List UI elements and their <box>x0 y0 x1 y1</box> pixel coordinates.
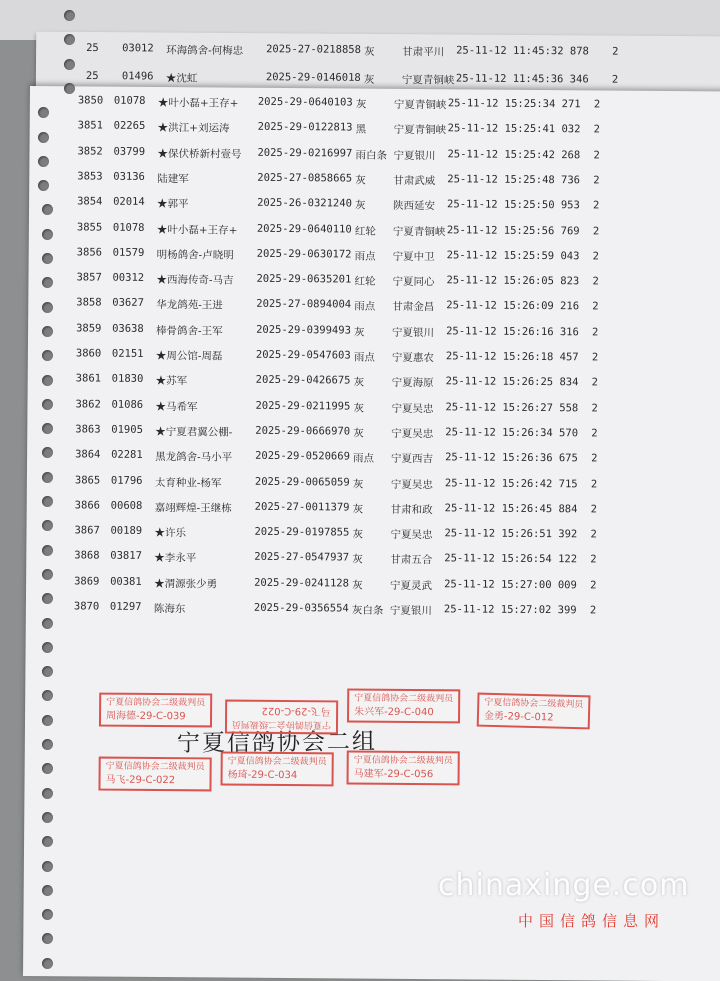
rank-cell: 3855 <box>76 220 103 234</box>
time-cell: 25-11-12 15:26:45 884 <box>444 502 578 516</box>
feed-hole <box>42 715 53 726</box>
time-cell: 25-11-12 11:45:36 346 <box>455 72 589 86</box>
feed-hole <box>42 302 53 313</box>
feed-hole <box>42 569 53 580</box>
rank-cell: 3866 <box>74 499 101 512</box>
tail-cell: 2 <box>593 149 600 162</box>
time-cell: 25-11-12 15:27:00 009 <box>444 577 577 591</box>
name-cell: ★洪江+刘运涛 <box>157 122 230 135</box>
rank-cell: 25 <box>86 41 99 55</box>
color-cell: 红轮 <box>354 225 376 238</box>
feed-hole <box>38 132 49 143</box>
color-cell: 灰 <box>352 579 363 592</box>
color-cell: 灰 <box>364 45 375 58</box>
region-cell: 宁夏银川 <box>389 604 432 618</box>
time-cell: 25-11-12 15:26:25 834 <box>445 375 579 389</box>
member-id-cell: 03012 <box>122 42 154 55</box>
rank-cell: 3863 <box>75 423 101 436</box>
region-cell: 宁夏青铜峡 <box>393 124 447 137</box>
time-cell: 25-11-12 15:26:34 570 <box>445 426 579 440</box>
color-cell: 灰 <box>353 376 365 389</box>
rank-cell: 3860 <box>75 347 102 360</box>
table-row <box>78 94 678 117</box>
name-cell: ★许乐 <box>154 527 187 540</box>
region-cell: 宁夏中卫 <box>392 250 435 263</box>
time-cell: 25-11-12 15:25:48 736 <box>447 173 581 187</box>
member-id-cell: 01078 <box>113 94 146 107</box>
color-cell: 灰 <box>352 478 364 491</box>
region-cell: 宁夏银川 <box>392 326 435 339</box>
table-row <box>77 196 677 219</box>
feed-hole <box>42 229 53 240</box>
ring-cell: 2025-29-0520669 <box>255 449 350 463</box>
color-cell: 黑 <box>355 123 367 136</box>
table-row <box>76 322 676 345</box>
region-cell: 宁夏吴忠 <box>391 402 434 415</box>
rank-cell: 3859 <box>76 322 102 335</box>
member-id-cell: 03817 <box>110 550 142 563</box>
rank-cell: 3862 <box>75 397 101 411</box>
table-row <box>76 271 676 294</box>
member-id-cell: 01796 <box>110 474 143 487</box>
tail-cell: 2 <box>593 98 601 111</box>
ring-cell: 2025-29-0211995 <box>255 399 351 413</box>
ring-cell: 2025-29-0146018 <box>265 71 361 84</box>
time-cell: 25-11-12 15:26:27 558 <box>445 400 579 414</box>
region-cell: 甘肃金昌 <box>392 301 435 314</box>
feed-hole <box>42 496 53 507</box>
color-cell: 雨白条 <box>355 149 388 162</box>
table-row <box>74 550 674 573</box>
region-cell: 宁夏青铜峡 <box>401 74 455 87</box>
member-id-cell: 02281 <box>111 448 143 462</box>
color-cell: 灰 <box>352 503 364 516</box>
time-cell: 25-11-12 15:26:51 392 <box>444 527 578 541</box>
ring-cell: 2025-29-0630172 <box>256 247 352 261</box>
tail-cell: 2 <box>612 45 619 58</box>
rank-cell: 3858 <box>76 296 102 309</box>
ring-cell: 2025-29-0666970 <box>255 424 351 438</box>
ring-cell: 2025-27-0218858 <box>266 43 361 56</box>
region-cell: 宁夏海原 <box>391 377 434 390</box>
ring-cell: 2025-29-0640110 <box>256 222 352 236</box>
name-cell: 陈海东 <box>153 602 186 616</box>
tail-cell: 2 <box>591 351 599 364</box>
ring-cell: 2025-29-0635201 <box>256 272 352 286</box>
time-cell: 25-11-12 15:25:41 032 <box>447 122 581 136</box>
color-cell: 雨点 <box>354 300 376 314</box>
rank-cell: 3850 <box>77 94 104 107</box>
ring-cell: 2025-29-0122813 <box>257 121 353 134</box>
ring-cell: 2025-29-0640103 <box>257 95 353 109</box>
feed-hole <box>42 326 53 337</box>
referee-stamp: 宁夏信鸽协会二级裁判员 周海德-29-C-039 <box>99 693 212 728</box>
rank-cell: 3861 <box>75 372 102 385</box>
color-cell: 灰 <box>354 326 365 339</box>
feed-hole <box>38 156 49 167</box>
member-id-cell: 03799 <box>113 145 146 158</box>
feed-hole <box>42 545 53 556</box>
table-row <box>75 499 675 522</box>
watermark-chinese: 中国信鸽信息网 <box>518 912 666 930</box>
region-cell: 宁夏青铜峡 <box>392 225 446 238</box>
feed-hole <box>42 253 53 264</box>
ring-cell: 2025-29-0356554 <box>253 601 349 615</box>
name-cell: 嘉翊辉煌-王继栋 <box>154 501 232 515</box>
color-cell: 红轮 <box>354 275 376 288</box>
ring-cell: 2025-27-0894004 <box>256 298 352 311</box>
feed-hole <box>42 885 53 896</box>
tail-cell: 2 <box>593 174 600 187</box>
name-cell: ★西海传奇-马吉 <box>156 274 234 287</box>
feed-hole <box>42 812 53 823</box>
table-row <box>75 398 675 421</box>
tail-cell: 2 <box>593 199 600 212</box>
ring-cell: 2025-29-0197855 <box>254 525 350 539</box>
member-id-cell: 01905 <box>111 423 143 436</box>
region-cell: 甘肃五合 <box>390 554 433 567</box>
color-cell: 灰 <box>353 402 365 415</box>
region-cell: 甘肃武威 <box>393 174 436 188</box>
referee-stamp: 宁夏信鸽协会二级裁判员 马飞-29-C-022 <box>98 757 211 792</box>
color-cell: 灰 <box>353 427 364 440</box>
table-row <box>78 120 678 143</box>
tail-cell: 2 <box>590 528 597 541</box>
region-cell: 宁夏吴忠 <box>390 478 433 491</box>
tail-cell: 2 <box>611 73 619 86</box>
member-id-cell: 00608 <box>110 499 143 512</box>
color-cell: 灰白条 <box>351 604 384 617</box>
tail-cell: 2 <box>590 503 598 516</box>
ring-cell: 2025-27-0858665 <box>257 171 353 185</box>
feed-hole <box>42 642 53 653</box>
feed-hole <box>42 618 53 629</box>
rank-cell: 25 <box>85 69 99 83</box>
color-cell: 灰 <box>352 528 364 541</box>
rank-cell: 3856 <box>76 246 103 259</box>
rank-cell: 3865 <box>74 473 101 487</box>
tail-cell: 2 <box>592 224 600 237</box>
tail-cell: 2 <box>590 477 598 490</box>
time-cell: 25-11-12 15:27:02 399 <box>443 603 577 617</box>
region-cell: 宁夏惠农 <box>391 351 434 365</box>
name-cell: ★李永平 <box>154 552 197 565</box>
referee-stamp: 宁夏信鸽协会二级裁判员 朱兴军-29-C-040 <box>347 689 460 724</box>
time-cell: 25-11-12 15:26:42 715 <box>444 476 578 490</box>
time-cell: 25-11-12 15:26:54 122 <box>444 552 578 566</box>
tail-cell: 2 <box>592 275 599 288</box>
feed-hole <box>64 10 75 21</box>
member-id-cell: 03136 <box>113 170 145 183</box>
color-cell: 雨点 <box>353 351 375 364</box>
member-id-cell: 01297 <box>109 600 142 613</box>
feed-hole <box>42 739 53 750</box>
feed-hole <box>42 472 53 483</box>
name-cell: ★渭源张少勇 <box>154 577 218 591</box>
feed-hole <box>64 59 75 70</box>
tail-cell: 2 <box>591 402 598 415</box>
color-cell: 灰 <box>363 73 375 86</box>
results-sheet <box>23 86 720 981</box>
table-row <box>76 297 676 320</box>
rank-cell: 3853 <box>77 170 103 183</box>
feed-hole <box>42 958 53 969</box>
time-cell: 25-11-12 15:26:18 457 <box>445 350 579 364</box>
color-cell: 灰 <box>355 174 366 187</box>
ring-cell: 2025-29-0216997 <box>257 146 353 160</box>
member-id-cell: 00381 <box>110 575 142 588</box>
table-row <box>75 423 675 446</box>
color-cell: 灰 <box>355 98 367 111</box>
tail-cell: 2 <box>592 326 599 339</box>
watermark-latin: chinaxinge.com <box>438 868 690 903</box>
name-cell: 棒骨鸽舍-王军 <box>156 324 223 338</box>
rank-cell: 3867 <box>74 524 100 537</box>
tail-cell: 2 <box>589 604 597 617</box>
rank-cell: 3864 <box>75 448 101 461</box>
region-cell: 宁夏吴忠 <box>391 427 434 441</box>
name-cell: 陆建军 <box>157 172 189 186</box>
table-row <box>74 524 674 547</box>
ring-cell: 2025-29-0547603 <box>255 348 351 362</box>
region-cell: 陕西延安 <box>393 200 436 213</box>
name-cell: ★周公馆-周磊 <box>155 349 223 363</box>
name-cell: ★叶小磊+王存+ <box>156 223 238 237</box>
time-cell: 25-11-12 15:26:05 823 <box>446 274 580 288</box>
tail-cell: 2 <box>591 427 598 440</box>
region-cell: 宁夏西吉 <box>391 453 434 466</box>
referee-stamp: 宁夏信鸽协会二级裁判员 马飞-29-C-022 <box>225 700 338 735</box>
table-row <box>74 575 674 598</box>
time-cell: 25-11-12 15:25:42 268 <box>447 147 581 161</box>
ring-cell: 2025-29-0426675 <box>255 374 351 387</box>
rank-cell: 3851 <box>77 119 104 132</box>
name-cell: ★郭平 <box>157 198 189 211</box>
table-row <box>76 347 676 370</box>
ring-cell: 2025-29-0241128 <box>254 576 349 590</box>
feed-hole <box>42 788 53 799</box>
table-row <box>74 600 674 623</box>
table-row <box>76 373 676 396</box>
region-cell: 甘肃平川 <box>402 46 445 59</box>
tractor-feed-holes <box>8 0 28 960</box>
ring-cell: 2025-29-0399493 <box>256 323 351 337</box>
feed-hole <box>64 83 75 94</box>
tail-cell: 2 <box>592 300 599 313</box>
name-cell: 华龙鸽苑-王进 <box>156 299 223 312</box>
name-cell: ★苏军 <box>155 375 188 388</box>
name-cell: ★保伏桥新村壹号 <box>157 147 242 161</box>
rank-cell: 3857 <box>76 271 102 284</box>
ring-cell: 2025-27-0547937 <box>254 551 350 564</box>
name-cell: ★沈虹 <box>165 72 198 85</box>
rank-cell: 3854 <box>77 195 103 208</box>
color-cell: 雨点 <box>354 250 376 263</box>
region-cell: 宁夏银川 <box>393 149 436 162</box>
time-cell: 25-11-12 15:26:09 216 <box>446 299 580 313</box>
name-cell: ★叶小磊+王存+ <box>157 97 239 110</box>
name-cell: 太育种业-杨军 <box>154 476 222 490</box>
feed-hole <box>42 399 53 410</box>
rank-cell: 3852 <box>77 144 103 158</box>
time-cell: 25-11-12 15:25:56 769 <box>446 223 580 237</box>
member-id-cell: 01086 <box>111 398 144 411</box>
ring-cell: 2025-29-0065059 <box>254 475 350 489</box>
name-cell: 黑龙鸽舍-马小平 <box>155 451 233 464</box>
partial-row <box>86 42 706 64</box>
tail-cell: 2 <box>592 250 600 263</box>
ring-cell: 2025-27-0011379 <box>254 500 350 514</box>
member-id-cell: 00312 <box>112 271 145 284</box>
member-id-cell: 01496 <box>121 70 154 83</box>
member-id-cell: 02265 <box>113 119 146 133</box>
time-cell: 25-11-12 15:25:50 953 <box>447 198 580 212</box>
member-id-cell: 02014 <box>113 195 145 209</box>
name-cell: 明杨鸽舍-卢晓明 <box>156 248 234 262</box>
table-row <box>77 145 677 168</box>
rank-cell: 3869 <box>74 575 100 588</box>
tail-cell: 2 <box>591 376 599 389</box>
name-cell: ★马希军 <box>155 400 198 413</box>
table-row <box>77 246 677 269</box>
member-id-cell: 01830 <box>111 372 144 386</box>
member-id-cell: 01078 <box>112 221 145 234</box>
region-cell: 宁夏同心 <box>392 275 435 289</box>
referee-stamp: 宁夏信鸽协会二级裁判员 金勇-29-C-012 <box>477 693 591 730</box>
rank-cell: 3870 <box>73 600 100 613</box>
handwritten-note: 宁夏信鸽协会二组 <box>176 728 378 757</box>
name-cell: ★宁夏君翼公棚- <box>155 425 233 439</box>
table-row <box>77 221 677 244</box>
member-id-cell: 01579 <box>112 246 145 259</box>
table-row <box>77 170 677 193</box>
referee-stamp: 宁夏信鸽协会二级裁判员 马建军-29-C-056 <box>347 751 460 786</box>
region-cell: 宁夏吴忠 <box>390 528 433 542</box>
region-cell: 宁夏青铜峡 <box>393 98 447 112</box>
feed-hole <box>42 375 53 386</box>
member-id-cell: 03638 <box>112 322 144 335</box>
rank-cell: 3868 <box>74 549 100 562</box>
member-id-cell: 00189 <box>110 524 143 537</box>
tail-cell: 2 <box>591 452 598 465</box>
table-row <box>75 474 675 497</box>
feed-hole <box>42 861 53 872</box>
time-cell: 25-11-12 15:25:59 043 <box>446 249 580 263</box>
time-cell: 25-11-12 15:25:34 271 <box>447 97 581 111</box>
color-cell: 雨点 <box>353 452 375 465</box>
referee-stamp: 宁夏信鸽协会二级裁判员 杨琦-29-C-034 <box>221 752 334 787</box>
ring-cell: 2025-26-0321240 <box>257 196 352 210</box>
table-row <box>75 449 675 472</box>
color-cell: 灰 <box>352 553 363 567</box>
color-cell: 灰 <box>355 199 366 212</box>
time-cell: 25-11-12 15:26:36 675 <box>445 451 578 465</box>
region-cell: 宁夏灵武 <box>390 579 433 592</box>
name-cell: 环海鸽舍-何梅忠 <box>166 44 244 58</box>
member-id-cell: 02151 <box>111 347 144 360</box>
time-cell: 25-11-12 11:45:32 878 <box>456 44 589 58</box>
tail-cell: 2 <box>593 123 601 136</box>
tail-cell: 2 <box>590 579 597 592</box>
region-cell: 甘肃和政 <box>390 503 433 516</box>
member-id-cell: 03627 <box>112 297 144 310</box>
time-cell: 25-11-12 15:26:16 316 <box>446 324 579 339</box>
tail-cell: 2 <box>590 553 597 566</box>
